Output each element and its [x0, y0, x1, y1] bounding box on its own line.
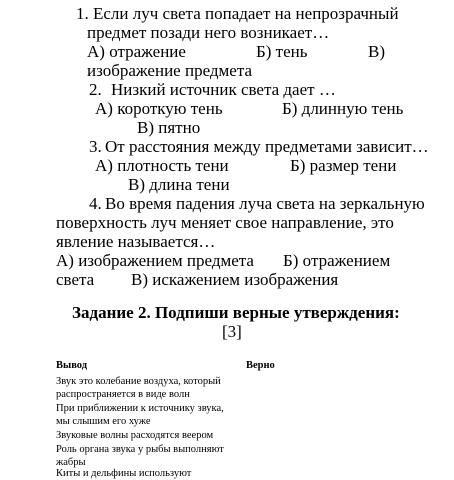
question-2-option-a: А) короткую тень	[95, 99, 223, 118]
column-header-statement: Вывод	[56, 360, 88, 371]
question-4-option-c: В) искажением изображения	[131, 270, 339, 289]
statement-2-line2: мы слышим его хуже	[56, 416, 151, 427]
question-1-option-c-prefix: В)	[368, 42, 385, 61]
question-4-number: 4.	[89, 194, 102, 213]
question-3-option-a: А) плотность тени	[95, 156, 229, 175]
question-4-text-line2: поверхность луч меняет свое направление, это	[56, 213, 394, 232]
statement-5-line1: Киты и дельфины используют	[56, 468, 192, 479]
question-4-text-line1: Во время падения луча света на зеркальную	[105, 194, 425, 213]
question-1-text-line2: предмет позади него возникает…	[87, 23, 330, 42]
question-1-option-c: изображение предмета	[87, 61, 253, 80]
question-1-number: 1.	[76, 4, 89, 23]
question-1-option-b: Б) тень	[256, 42, 308, 61]
question-3-number: 3.	[89, 137, 102, 156]
question-2-option-c: В) пятно	[137, 118, 201, 137]
statement-2-line1: При приближении к источнику звука,	[56, 403, 224, 414]
statement-1-line1: Звук это колебание воздуха, который	[56, 376, 221, 387]
statement-3-line1: Звуковые волны расходятся веером	[56, 430, 214, 441]
question-2-option-b: Б) длинную тень	[282, 99, 404, 118]
column-header-true: Верно	[246, 360, 275, 371]
question-1-option-a: А) отражение	[87, 42, 186, 61]
statement-4-line1: Роль органа звука у рыбы выполняют	[56, 444, 224, 455]
question-3-option-b: Б) размер тени	[290, 156, 397, 175]
task-2-points: [3]	[222, 322, 242, 341]
question-3-option-c: В) длина тени	[128, 175, 230, 194]
question-4-text-line3: явление называется…	[56, 232, 216, 251]
question-4-option-a: А) изображением предмета	[56, 251, 254, 270]
question-1-text-line1: Если луч света попадает на непрозрачный	[93, 4, 399, 23]
statement-4-line2: жабры	[56, 457, 86, 468]
task-2-title: Задание 2. Подпиши верные утверждения:	[72, 303, 400, 322]
question-4-option-b-cont: света	[56, 270, 95, 289]
question-2-number: 2.	[89, 80, 102, 99]
statement-1-line2: распространяется в виде волн	[56, 389, 190, 400]
question-2-text: Низкий источник света дает …	[111, 80, 336, 99]
question-4-option-b: Б) отражением	[283, 251, 391, 270]
question-3-text: От расстояния между предметами зависит…	[105, 137, 429, 156]
